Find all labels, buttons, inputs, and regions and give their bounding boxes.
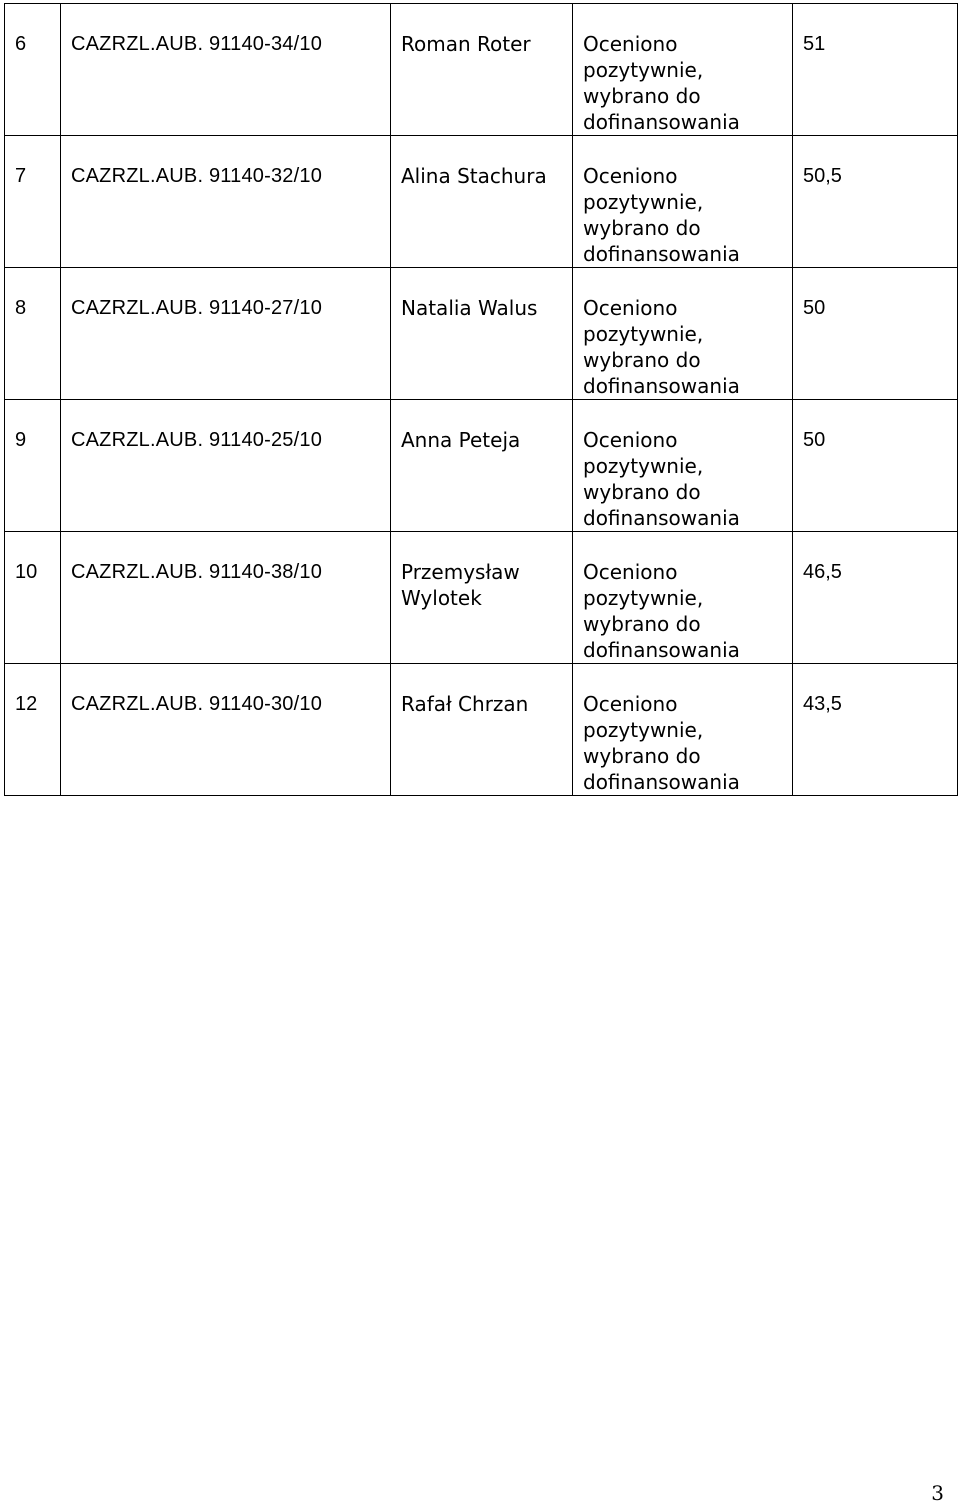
table-row (5, 400, 958, 532)
status-line: dofinansowania (583, 242, 740, 266)
status-line: dofinansowania (583, 374, 740, 398)
status-line: Oceniono (583, 692, 678, 716)
score: 43,5 (793, 664, 958, 796)
application-number: CAZRZL.AUB. 91140-27/10 (61, 268, 391, 400)
score: 46,5 (793, 532, 958, 664)
row-ordinal: 8 (5, 268, 61, 400)
status-line: pozytywnie, (583, 454, 704, 478)
status-line: Oceniono (583, 296, 678, 320)
status-line: pozytywnie, (583, 718, 704, 742)
score: 50 (793, 268, 958, 400)
application-number: CAZRZL.AUB. 91140-25/10 (61, 400, 391, 532)
table-row (5, 136, 958, 268)
application-number: CAZRZL.AUB. 91140-38/10 (61, 532, 391, 664)
applicant-name: Rafał Chrzan (391, 664, 573, 796)
status-line: wybrano do (583, 216, 701, 240)
status-line: wybrano do (583, 348, 701, 372)
status-line: dofinansowania (583, 110, 740, 134)
table-row (5, 532, 958, 664)
application-number: CAZRZL.AUB. 91140-34/10 (61, 4, 391, 136)
application-number: CAZRZL.AUB. 91140-32/10 (61, 136, 391, 268)
evaluation-status (573, 136, 793, 268)
status-line: dofinansowania (583, 506, 740, 530)
score: 50,5 (793, 136, 958, 268)
row-ordinal: 7 (5, 136, 61, 268)
status-line: wybrano do (583, 480, 701, 504)
row-ordinal: 9 (5, 400, 61, 532)
evaluation-status (573, 664, 793, 796)
evaluation-status (573, 268, 793, 400)
results-table (4, 3, 958, 796)
status-line: pozytywnie, (583, 190, 704, 214)
status-line: dofinansowania (583, 770, 740, 794)
table-row (5, 664, 958, 796)
evaluation-status (573, 532, 793, 664)
status-line: Oceniono (583, 32, 678, 56)
applicant-name: Alina Stachura (391, 136, 573, 268)
status-line: wybrano do (583, 84, 701, 108)
row-ordinal: 12 (5, 664, 61, 796)
table-row (5, 4, 958, 136)
status-line: wybrano do (583, 744, 701, 768)
score: 51 (793, 4, 958, 136)
application-number: CAZRZL.AUB. 91140-30/10 (61, 664, 391, 796)
table-row (5, 268, 958, 400)
evaluation-status (573, 400, 793, 532)
evaluation-status (573, 4, 793, 136)
status-line: dofinansowania (583, 638, 740, 662)
row-ordinal: 10 (5, 532, 61, 664)
status-line: pozytywnie, (583, 586, 704, 610)
status-line: Oceniono (583, 560, 678, 584)
status-line: Oceniono (583, 428, 678, 452)
status-line: pozytywnie, (583, 322, 704, 346)
status-line: Oceniono (583, 164, 678, 188)
page-number: 3 (931, 1481, 944, 1505)
results-table-body (5, 4, 958, 796)
applicant-name: Anna Peteja (391, 400, 573, 532)
applicant-name: Przemysław Wylotek (391, 532, 573, 664)
score: 50 (793, 400, 958, 532)
applicant-name: Natalia Walus (391, 268, 573, 400)
row-ordinal: 6 (5, 4, 61, 136)
applicant-name: Roman Roter (391, 4, 573, 136)
status-line: pozytywnie, (583, 58, 704, 82)
status-line: wybrano do (583, 612, 701, 636)
